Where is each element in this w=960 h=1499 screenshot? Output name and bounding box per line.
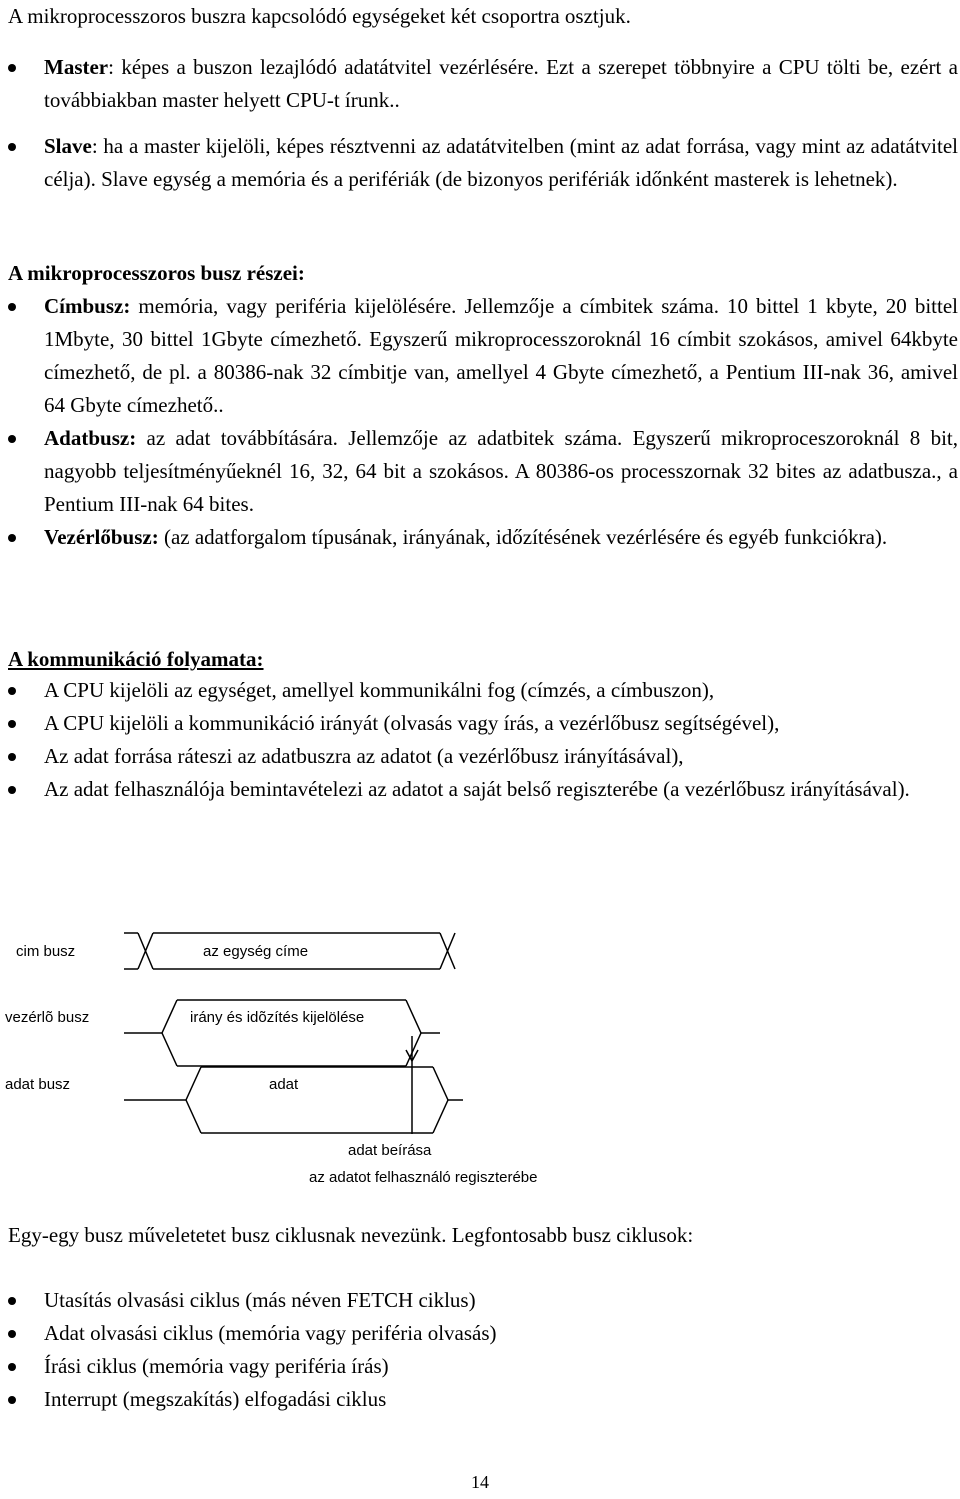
- role-item-slave: [0, 130, 958, 196]
- bus-part-text: (az adatforgalom típusának, irányának, időzítésének vezérlésére és egyéb funkciókra).: [158, 525, 888, 549]
- cycles-intro: Egy-egy busz műveletetet busz ciklusnak nevezünk. Legfontosabb busz ciklusok:: [8, 1223, 694, 1247]
- bus-part-item-data: [0, 422, 958, 521]
- cycle-item: Adat olvasási ciklus (memória vagy periféria olvasás): [0, 1317, 958, 1350]
- row-content-data-bus: adat: [269, 1076, 299, 1093]
- role-term: Slave: [44, 134, 92, 158]
- bus-part-term: Adatbusz:: [44, 426, 137, 450]
- row-label-control-bus: vezérlõ busz: [5, 1009, 90, 1026]
- comm-step-item: A CPU kijelöli a kommunikáció irányát (olvasás vagy írás, a vezérlőbusz segítségével),: [0, 707, 958, 740]
- cycles-list: [0, 1284, 958, 1416]
- row-label-address-bus: cim busz: [16, 943, 76, 960]
- comm-heading: A kommunikáció folyamata:: [8, 647, 264, 671]
- row-content-address-bus: az egység címe: [203, 943, 309, 960]
- cycle-item: Interrupt (megszakítás) elfogadási ciklus: [0, 1383, 958, 1416]
- timing-line: [406, 1000, 421, 1033]
- timing-line: [406, 1033, 421, 1066]
- comm-step-item: A CPU kijelöli az egységet, amellyel kommunikálni fog (címzés, a címbuszon),: [0, 674, 958, 707]
- note-line-1: adat beírása: [348, 1142, 432, 1159]
- bus-part-item-address: [0, 290, 958, 422]
- timing-line: [186, 1067, 201, 1100]
- cycle-item: Írási ciklus (memória vagy periféria írás): [0, 1350, 958, 1383]
- timing-line: [162, 1033, 177, 1066]
- role-text: : képes a buszon lezajlódó adatátvitel vezérlésére. Ezt a szerepet többnyire a CPU tölti be, ezért a továbbiakban master helyett CPU-t írunk..: [44, 55, 958, 112]
- comm-steps-list: [0, 674, 958, 806]
- role-term: Master: [44, 55, 109, 79]
- bus-part-text: memória, vagy periféria kijelölésére. Jellemzője a címbitek száma. 10 bittel 1 kbyte, 20 bittel 1Mbyte, 30 bittel 1Gbyte címezhető. Egyszerű mikroprocesszoroknál 16 címbit szokásos, amivel 64kbyte címezhető, de pl. a 80386-nak 32 címbitje van, amellyel 4 Gbyte címezhető, a Pentium III-nak 36, amivel 64 Gbyte címezhető..: [44, 294, 958, 417]
- bus-part-item-control: [0, 521, 958, 554]
- bus-timing-diagram: [0, 912, 960, 1202]
- bus-parts-heading: A mikroprocesszoros busz részei:: [8, 261, 305, 285]
- comm-step-item: Az adat felhasználója bemintavételezi az adatot a saját belső regiszterébe (a vezérlőbusz irányításával).: [0, 773, 958, 806]
- cycle-item: Utasítás olvasási ciklus (más néven FETCH ciklus): [0, 1284, 958, 1317]
- role-text: : ha a master kijelöli, képes résztvenni az adatátvitelben (mint az adat forrása, vagy mint az adatátvitel célja). Slave egység a memória és a perifériák (de bizonyos perifériák időnként masterek is lehetnek).: [44, 134, 958, 191]
- timing-line: [186, 1100, 201, 1133]
- row-content-control-bus: irány és idõzítés kijelölése: [190, 1009, 365, 1026]
- intro-paragraph: A mikroprocesszoros buszra kapcsolódó egységeket két csoportra osztjuk.: [8, 4, 631, 28]
- timing-line: [433, 1067, 448, 1100]
- page-number: 14: [471, 1472, 489, 1492]
- timing-line: [162, 1000, 177, 1033]
- timing-line: [433, 1100, 448, 1133]
- row-label-data-bus: adat busz: [5, 1076, 71, 1093]
- role-item-master: [0, 51, 958, 117]
- comm-step-item: Az adat forrása ráteszi az adatbuszra az adatot (a vezérlőbusz irányításával),: [0, 740, 958, 773]
- bus-parts-list: [0, 290, 958, 554]
- note-line-2: az adatot felhasználó regiszterébe: [309, 1169, 538, 1186]
- bus-part-term: Vezérlőbusz:: [44, 525, 159, 549]
- role-list: [0, 51, 958, 196]
- bus-part-term: Címbusz:: [44, 294, 131, 318]
- bus-part-text: az adat továbbítására. Jellemzője az adatbitek száma. Egyszerű mikroproceszoroknál 8 bit, nagyobb teljesítményűeknél 16, 32, 64 bit a szokásos. A 80386-os processzornak 32 bites az adatbusza., a Pentium III-nak 64 bites.: [44, 426, 958, 516]
